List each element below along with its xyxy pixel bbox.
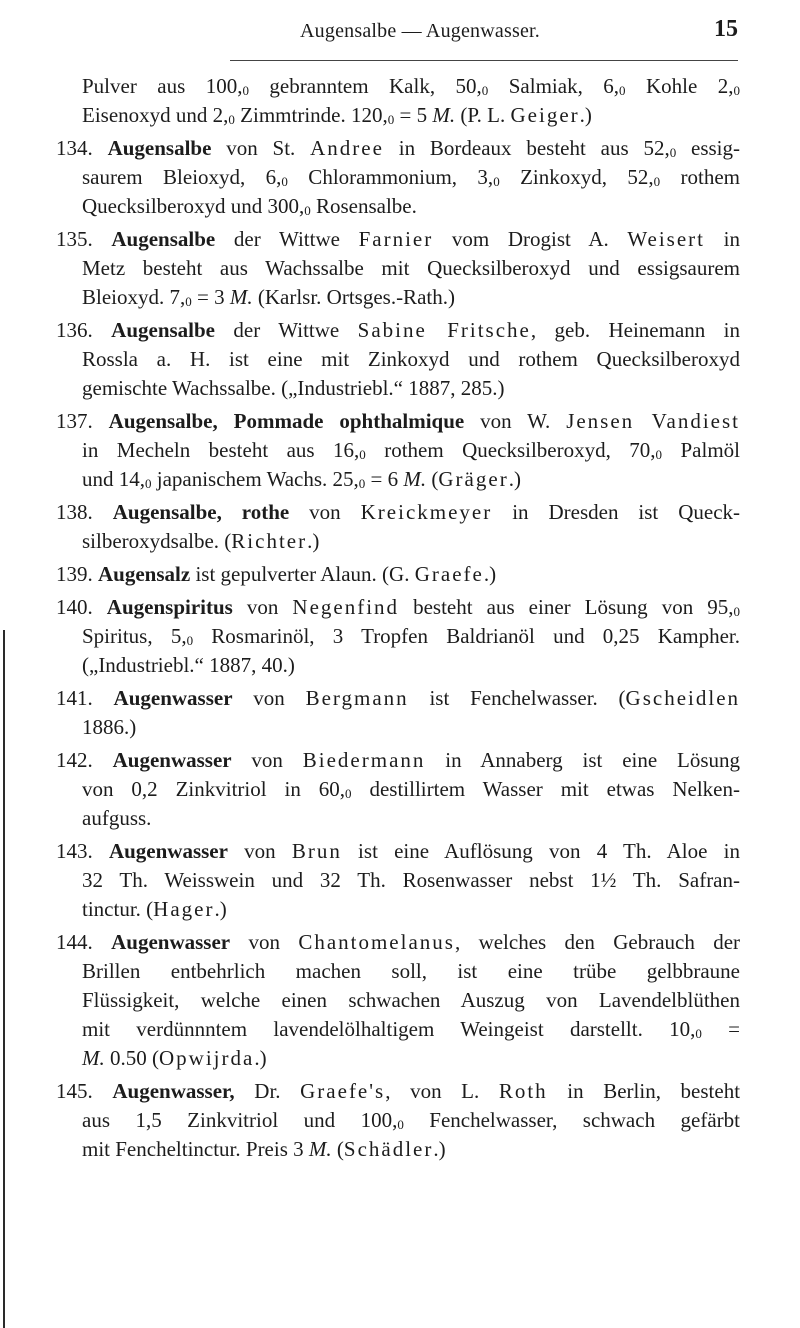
entry-continuation-line: Quecksilberoxyd und $300,_0$ Rosensalbe. <box>82 194 417 218</box>
entry-first-line: 138. Augensalbe, rothe von Kreickmeyer in Dresden ist Queck- <box>56 500 741 524</box>
entry-continuation-line: aufguss. <box>82 806 152 830</box>
entry-first-line: 145. Augenwasser, Dr. Graefe's, von L. Roth in Berlin, besteht <box>56 1079 741 1103</box>
entry-continuation-line: Eisenoxyd und $2,_0$ Zimmtrinde. $120,_0 = 5$ M. (P. L. Geiger.) <box>82 103 592 127</box>
page-number: 15 <box>714 16 738 42</box>
entry-continuation-line: tinctur. (Hager.) <box>82 897 227 921</box>
entry-continuation-line: Pulver aus $100,_0$ gebranntem Kalk, $50,_0$ Salmiak, $6,_0$ Kohle $2,_0$ <box>82 74 741 98</box>
entry-continuation-line: und $14,_0$ japanischem Wachs. $25,_0 = 6$ M. (Gräger.) <box>82 467 521 491</box>
page-edge-shadow <box>3 630 5 1328</box>
entry-continuation-line: M. 0.50 (Opwijrda.) <box>82 1046 267 1070</box>
entry-continuation-line: Flüssigkeit, welche einen schwachen Auszug von Lavendelblüthen <box>82 988 740 1012</box>
entry-continuation-line: Brillen entbehrlich machen soll, ist eine trübe gelbbraune <box>82 959 740 983</box>
entry-first-line: 144. Augenwasser von Chantomelanus, welches den Gebrauch der <box>56 930 741 954</box>
entry-continuation-line: von 0,2 Zinkvitriol in $60,_0$ destillirtem Wasser mit etwas Nelken- <box>82 777 740 801</box>
entry-continuation-line: Metz besteht aus Wachssalbe mit Quecksilberoxyd und essigsaurem <box>82 256 740 280</box>
entry-continuation-line: aus 1,5 Zinkvitriol und $100,_0$ Fenchelwasser, schwach gefärbt <box>82 1108 740 1132</box>
entry-first-line: 142. Augenwasser von Biedermann in Annaberg ist eine Lösung <box>56 748 740 772</box>
entry-first-line: 134. Augensalbe von St. Andree in Bordeaux besteht aus $52,_0$ essig- <box>56 136 741 160</box>
running-head: Augensalbe — Augenwasser. <box>300 20 540 42</box>
entry-continuation-line: in Mecheln besteht aus $16,_0$ rothem Quecksilberoxyd, $70,_0$ Palmöl <box>82 438 740 462</box>
entry-continuation-line: („Industriebl.“ 1887, 40.) <box>82 653 295 677</box>
entry-first-line: 139. Augensalz ist gepulverter Alaun. (G. Graefe.) <box>56 562 497 586</box>
entry-first-line: 136. Augensalbe der Wittwe Sabine Fritsche, geb. Heinemann in <box>56 318 741 342</box>
entry-continuation-line: mit Fencheltinctur. Preis 3 M. (Schädler.) <box>82 1137 446 1161</box>
header-rule <box>230 60 738 61</box>
page-header <box>0 0 800 70</box>
entry-continuation-line: 1886.) <box>82 715 137 739</box>
entry-continuation-line: Rossla a. H. ist eine mit Zinkoxyd und rothem Quecksilberoxyd <box>82 347 740 371</box>
entry-first-line: 135. Augensalbe der Wittwe Farnier vom Drogist A. Weisert in <box>56 227 740 251</box>
entry-continuation-line: 32 Th. Weisswein und 32 Th. Rosenwasser nebst 1½ Th. Safran- <box>82 868 740 892</box>
entry-first-line: 143. Augenwasser von Brun ist eine Auflösung von 4 Th. Aloe in <box>56 839 740 863</box>
entry-first-line: 140. Augenspiritus von Negenfind besteht aus einer Lösung von $95,_0$ <box>56 595 741 619</box>
entry-continuation-line: gemischte Wachssalbe. („Industriebl.“ 1887, 285.) <box>82 376 505 400</box>
entry-first-line: 137. Augensalbe, Pommade ophthalmique von W. Jensen Vandiest <box>56 409 741 433</box>
entry-continuation-line: silberoxydsalbe. (Richter.) <box>82 529 320 553</box>
entry-continuation-line: Bleioxyd. $7,_0 = 3$ M. (Karlsr. Ortsges.-Rath.) <box>82 285 455 309</box>
entry-continuation-line: mit verdünnntem lavendelölhaltigem Weingeist darstellt. $10,_0$ = <box>82 1017 740 1041</box>
entry-continuation-line: Spiritus, $5,_0$ Rosmarinöl, 3 Tropfen Baldrianöl und 0,25 Kampher. <box>82 624 740 648</box>
entry-continuation-line: saurem Bleioxyd, $6,_0$ Chlorammonium, $3,_0$ Zinkoxyd, $52,_0$ rothem <box>82 165 740 189</box>
entry-first-line: 141. Augenwasser von Bergmann ist Fenchelwasser. (Gscheidlen <box>56 686 741 710</box>
